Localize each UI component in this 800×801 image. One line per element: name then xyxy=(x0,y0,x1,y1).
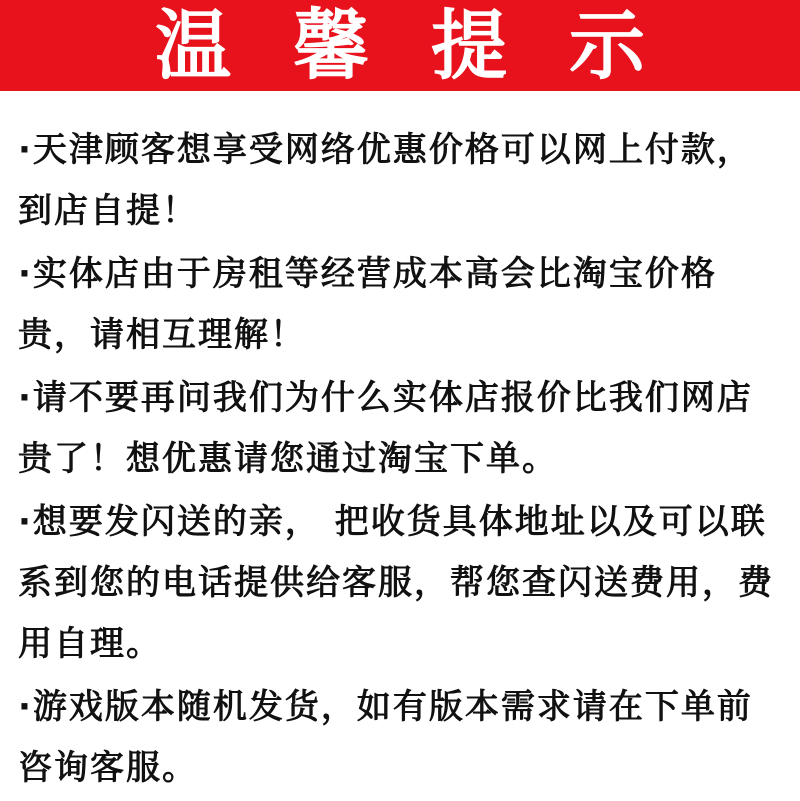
notice-item-game-version: ·游戏版本随机发货，如有版本需求请在下单前咨询客服。 xyxy=(18,687,753,788)
notice-item-flash-delivery: ·想要发闪送的亲， 把收货具体地址以及可以联系到您的电话提供给客服，帮您查闪送费用，费用自理。 xyxy=(18,502,774,664)
notice-item-price-question: ·请不要再问我们为什么实体店报价比我们网店贵了！想优惠请您通过淘宝下单。 xyxy=(18,378,753,479)
notice-item-store-price: ·实体店由于房租等经营成本高会比淘宝价格贵，请相互理解！ xyxy=(18,254,717,355)
header-banner xyxy=(0,0,800,91)
banner-title: 温馨提示 xyxy=(155,0,707,90)
notice-item-online-payment: ·天津顾客想享受网络优惠价格可以网上付款，到店自提！ xyxy=(18,130,753,231)
notice-list xyxy=(18,120,788,801)
